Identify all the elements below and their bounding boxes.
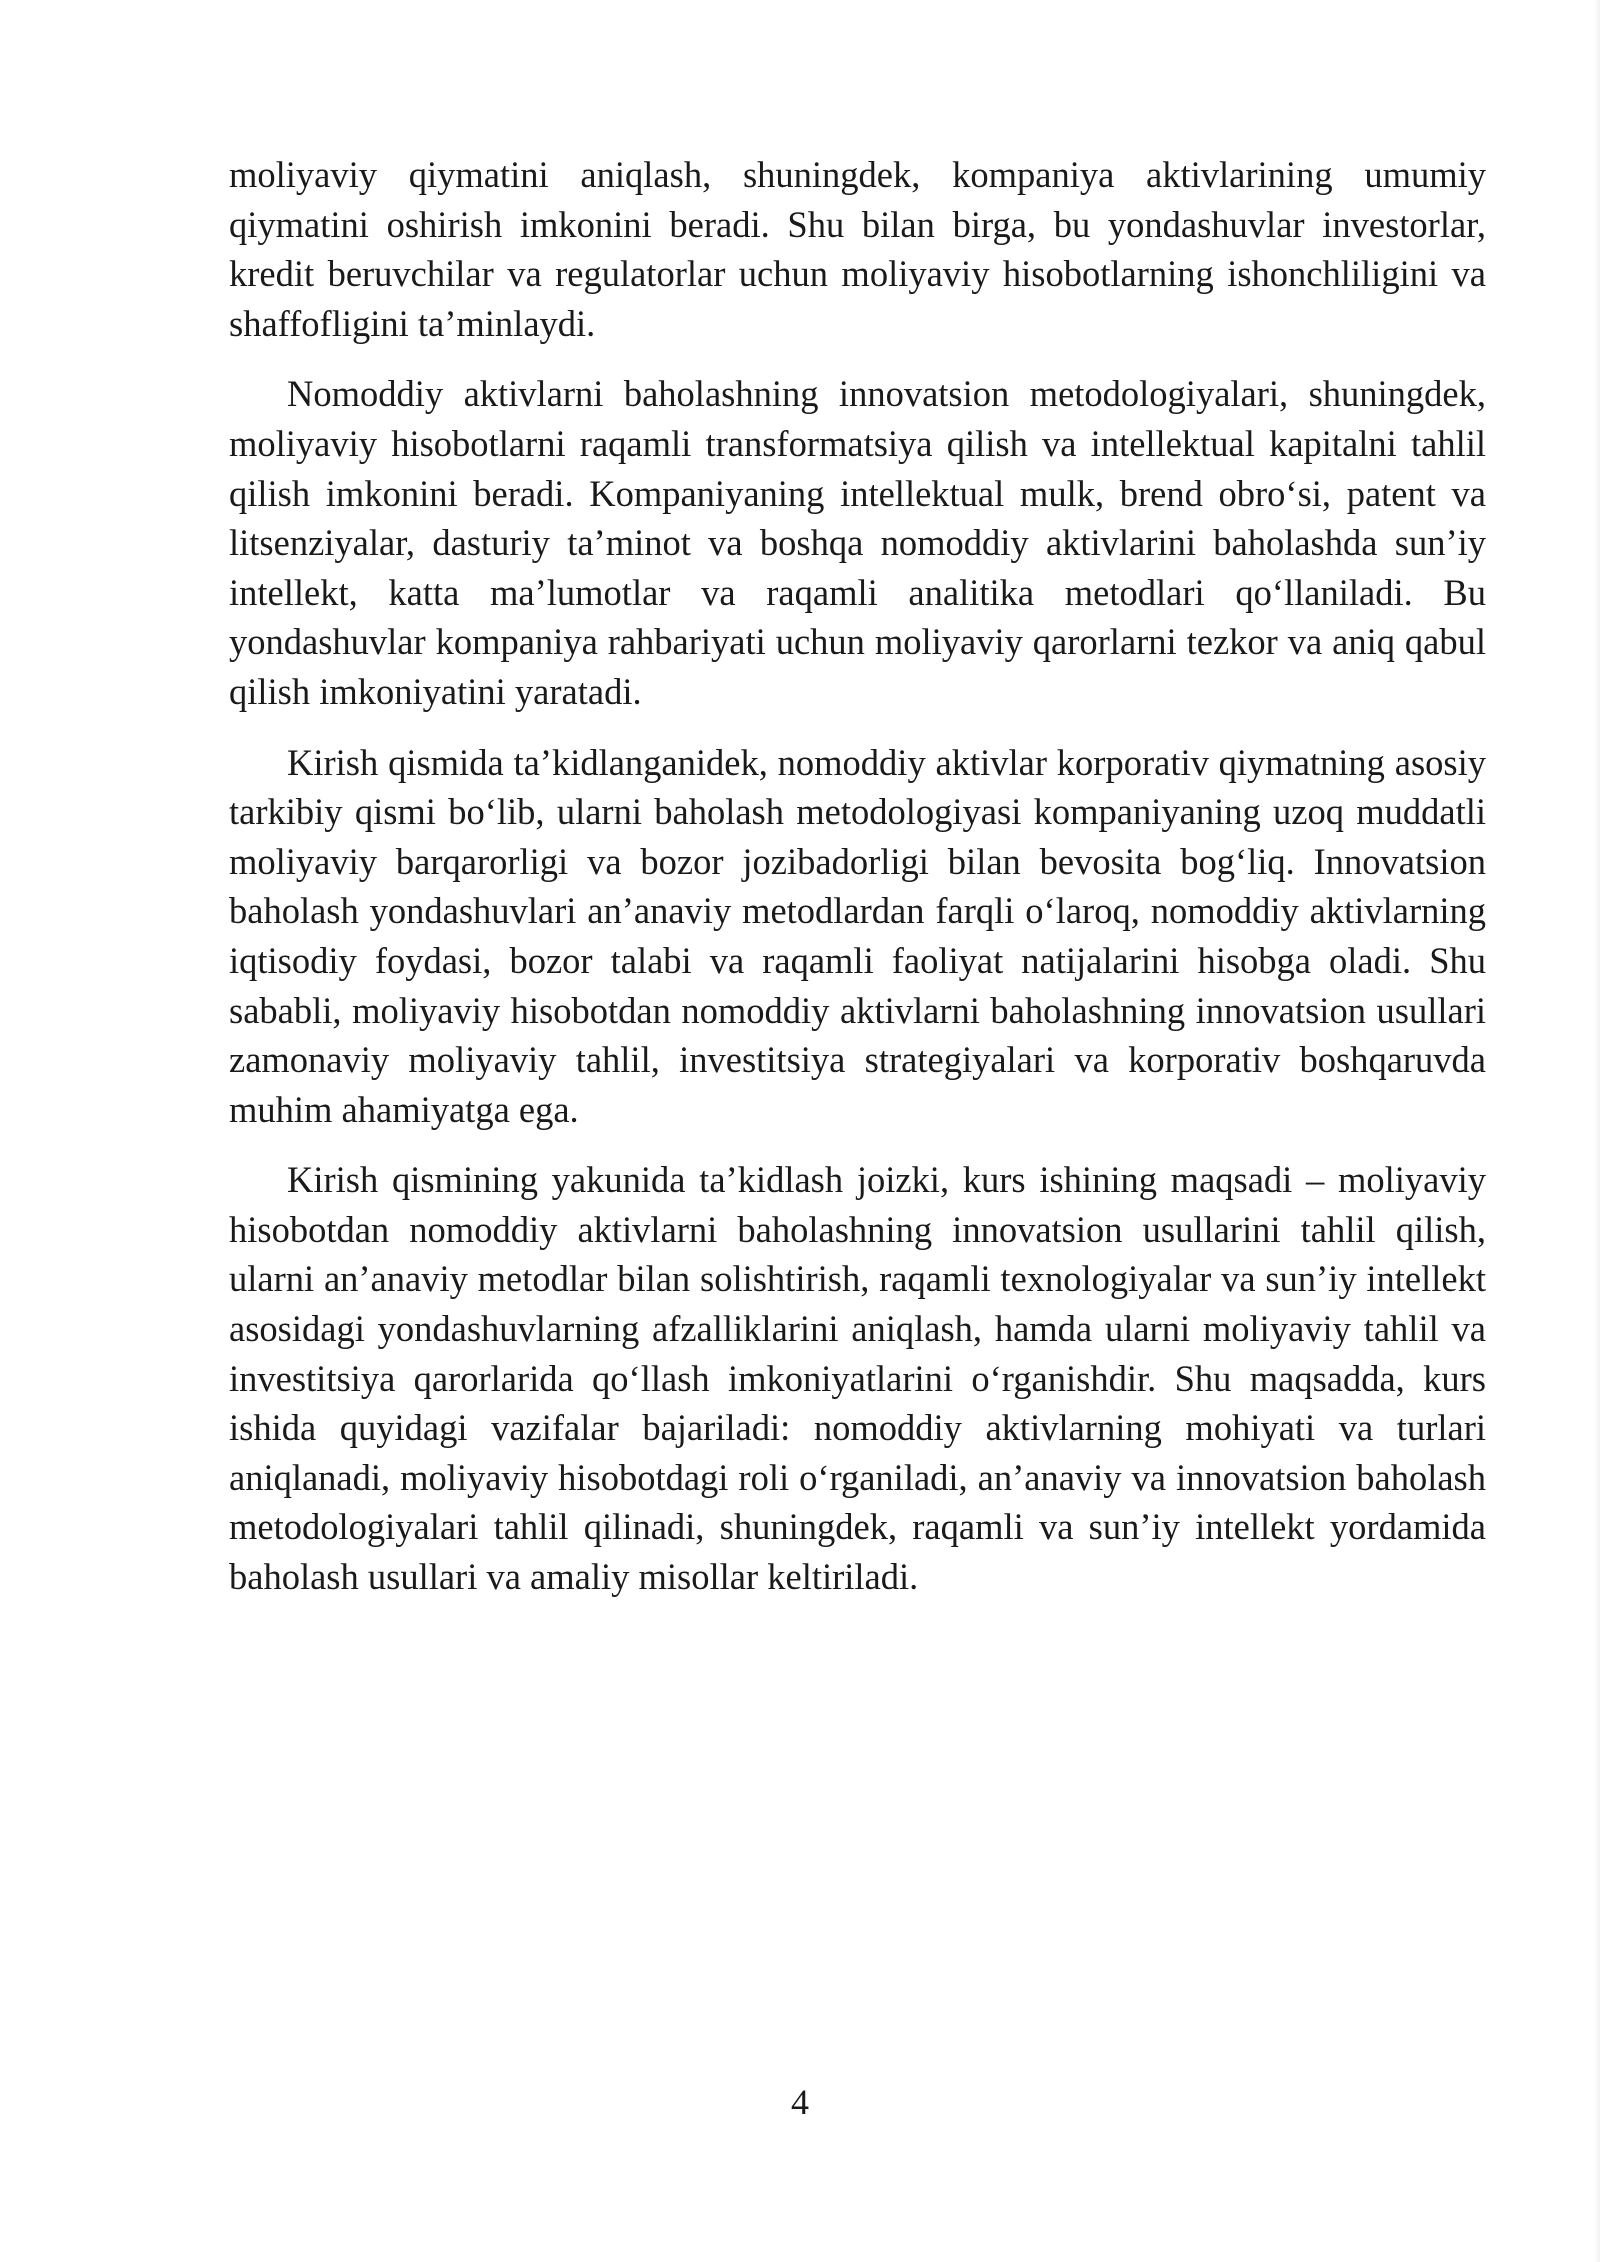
paragraph: Kirish qismining yakunida ta’kidlash joizki, kurs ishining maqsadi – moliyaviy hisobotdan nomoddiy aktivlarni baholashning innovatsion usullarini tahlil qilish, ularni an’anaviy metodlar bilan solishtirish, raqamli texnologiyalar va sun’iy intellekt asosidagi yondashuvlarning afzalliklarini aniqlash, hamda ularni moliyaviy tahlil va investitsiya qarorlarida qo‘llash imkoniyatlarini o‘rganishdir. Shu maqsadda, kurs ishida quyidagi vazifalar bajariladi: nomoddiy aktivlarning mohiyati va turlari aniqlanadi, moliyaviy hisobotdagi roli o‘rganiladi, an’anaviy va innovatsion baholash metodologiyalari tahlil qilinadi, shuningdek, raqamli va sun’iy intellekt yordamida baholash usullari va amaliy misollar keltiriladi.	[229, 1159, 1486, 1598]
body-text	[229, 150, 1486, 1623]
paragraph: Kirish qismida ta’kidlanganidek, nomoddiy aktivlar korporativ qiymatning asosiy tarkibiy qismi bo‘lib, ularni baholash metodologiyasi kompaniyaning uzoq muddatli moliyaviy barqarorligi va bozor jozibadorligi bilan bevosita bog‘liq. Innovatsion baholash yondashuvlari an’anaviy metodlardan farqli o‘laroq, nomoddiy aktivlarning iqtisodiy foydasi, bozor talabi va raqamli faoliyat natijalarini hisobga oladi. Shu sababli, moliyaviy hisobotdan nomoddiy aktivlarni baholashning innovatsion usullari zamonaviy moliyaviy tahlil, investitsiya strategiyalari va korporativ boshqaruvda muhim ahamiyatga ega.	[229, 741, 1486, 1130]
paragraph-continuation: moliyaviy qiymatini aniqlash, shuningdek, kompaniya aktivlarining umumiy qiymatini oshirish imkonini beradi. Shu bilan birga, bu yondashuvlar investorlar, kredit beruvchilar va regulatorlar uchun moliyaviy hisobotlarning ishonchliligini va shaffofligini ta’minlaydi.	[229, 154, 1486, 344]
page-number: 4	[791, 2082, 809, 2122]
page-edge-shadow	[1594, 0, 1600, 2262]
paragraph: Nomoddiy aktivlarni baholashning innovatsion metodologiyalari, shuningdek, moliyaviy hisobotlarni raqamli transformatsiya qilish va intellektual kapitalni tahlil qilish imkonini beradi. Kompaniyaning intellektual mulk, brend obro‘si, patent va litsenziyalar, dasturiy ta’minot va boshqa nomoddiy aktivlarini baholashda sun’iy intellekt, katta ma’lumotlar va raqamli analitika metodlari qo‘llaniladi. Bu yondashuvlar kompaniya rahbariyati uchun moliyaviy qarorlarni tezkor va aniq qabul qilish imkoniyatini yaratadi.	[229, 373, 1486, 712]
